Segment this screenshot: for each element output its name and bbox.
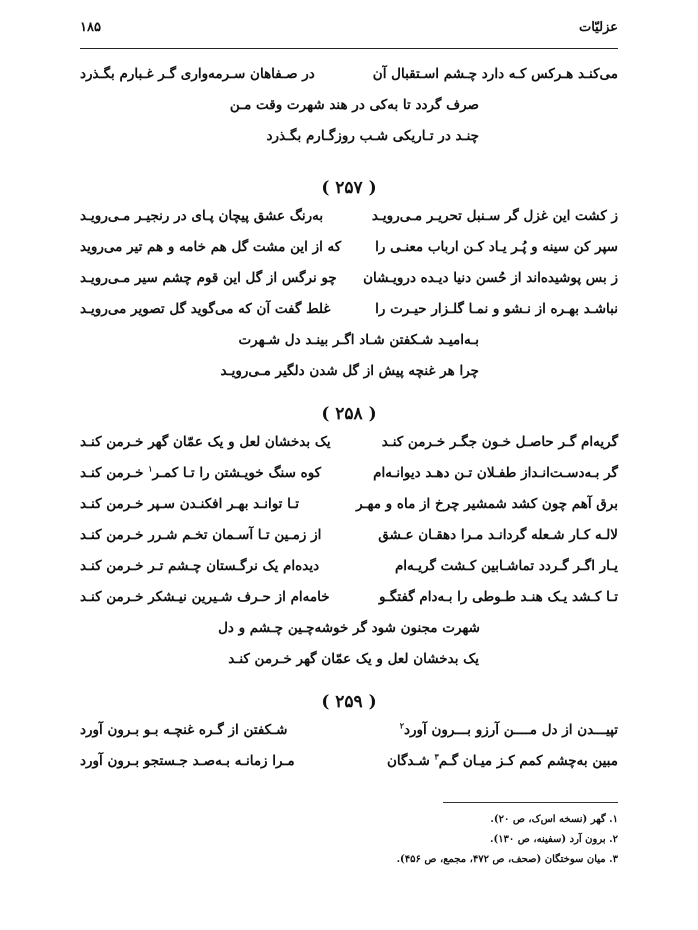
footnote-marker[interactable]: ۳ (434, 751, 439, 762)
verse-pair (80, 527, 618, 558)
first-hemistich: ز بس پوشیده‌اند از حُسن دنیا دیـده درویـشان (363, 270, 618, 286)
footnote-marker[interactable]: ۲ (399, 720, 404, 731)
verse-pair (80, 434, 618, 465)
first-hemistich: می‌کنـد هـرکس کـه دارد چـشم اسـتقبال آن (372, 66, 618, 82)
second-hemistich: مـرا زمانـه بـه‌صـد جـستجو بـرون آورد (80, 753, 295, 769)
second-hemistich: به‌رنگ عشق پیچان پـای در رنجیـر مـی‌رویـد (80, 208, 324, 224)
second-hemistich: چو نرگس از گل این قوم چشم سیر مـی‌رویـد (80, 270, 337, 286)
second-hemistich: غلط گفت آن که می‌گوید گل تصویر می‌رویـد (80, 301, 331, 317)
verse-pair (80, 301, 618, 332)
ghazal-number: ( ۲۵۷ ) (321, 178, 377, 198)
footnotes (80, 814, 618, 874)
second-hemistich: کوه سنگ خویـشتن را تـا کمـر$^۱$ خـرمن کنـد (80, 463, 322, 481)
second-hemistich: که از این مشت گل هم خامه و هم تیر می‌روید (80, 239, 342, 255)
verse-pair (80, 465, 618, 496)
closing-line: چرا هر غنچه پیش از گل شدن دلگیر مـی‌رویـد (220, 363, 479, 379)
first-hemistich: یـار اگـر گـردد تماشـابین کـشت گریـه‌ام (394, 558, 618, 574)
footnote: ۳. میان سوختگان (صحف، ص ۴۷۲، مجمع، ص ۴۵۶). (396, 854, 618, 865)
previous-ghazal-ending (80, 66, 618, 159)
verse-pair (80, 208, 618, 239)
ghazal-257 (80, 178, 618, 394)
ghazal-259 (80, 692, 618, 784)
verse-pair (80, 558, 618, 589)
second-hemistich: دیده‌ام یک نرگـستان چـشم تـر خـرمن کنـد (80, 558, 320, 574)
closing-line: صرف گردد تا به‌کی در هند شهرت وقت مـن (229, 97, 479, 113)
footnote: ۱. گهر (نسخه اس‌ک، ص ۲۰). (490, 814, 618, 825)
second-hemistich: خامه‌ام از حـرف شـیرین نیـشکر خـرمن کنـد (80, 589, 330, 605)
running-header (80, 20, 618, 42)
ghazal-258 (80, 404, 618, 682)
first-hemistich: مبین به‌چشم کمم کـز میـان گـم$^۳$ شـدگان (386, 751, 618, 769)
verse-pair (80, 66, 618, 97)
closing-line: شهرت مجنون شود گر خوشه‌چـین چـشم و دل (218, 620, 480, 636)
first-hemistich: گر بـه‌دسـت‌انـداز طفـلان تـن دهـد دیوانـه‌ام (373, 465, 618, 481)
first-hemistich: نباشـد بهـره از نـشو و نمـا گلـزار حیـرت را (375, 301, 618, 317)
first-hemistich: لالـه کـار شـعله گردانـد مـرا دهقـان عـشق (378, 527, 618, 543)
footnote-rule (443, 802, 618, 803)
first-hemistich: تپیـــدن از دل مــــن آرزو بـــرون آورد$^۲$ (399, 720, 618, 738)
running-title: عزلیّات (578, 20, 618, 35)
first-hemistich: برق آهم چون کشد شمشیر چرخ از ماه و مهـر (356, 496, 618, 512)
second-hemistich: یک بدخشان لعل و یک عمّان گهر خـرمن کنـد (80, 434, 331, 450)
closing-line: چنـد در تـاریکی شـب روزگـارم بگـذرد (266, 128, 479, 144)
first-hemistich: سپر کن سینه و پُـر یـاد کـن ارباب معنـی را (375, 239, 618, 255)
header-rule (80, 48, 618, 49)
verse-pair (80, 496, 618, 527)
verse-pair (80, 589, 618, 620)
verse-pair (80, 239, 618, 270)
second-hemistich: از زمـین تـا آسـمان تخـم شـرر خـرمن کنـد (80, 527, 322, 543)
second-hemistich: تـا توانـد بهـر افکنـدن سـپر خـرمن کنـد (80, 496, 299, 512)
ghazal-number: ( ۲۵۸ ) (321, 404, 377, 424)
closing-line: بـه‌امیـد شـکفتن شـاد اگـر بینـد دل شـهرت (238, 332, 479, 348)
verse-pair (80, 722, 618, 753)
verse-pair (80, 753, 618, 784)
first-hemistich: تـا کـشد یـک هنـد طـوطی را بـه‌دام گفتگـو (379, 589, 618, 605)
footnote: ۲. برون آرد (سفینه، ص ۱۳۰). (489, 834, 618, 845)
first-hemistich: ز کشت این غزل گر سـنبل تحریـر مـی‌رویـد (371, 208, 618, 224)
page-number: ۱۸۵ (80, 20, 101, 35)
verse-pair (80, 270, 618, 301)
closing-line: یک بدخشان لعل و یک عمّان گهر خـرمن کنـد (228, 651, 479, 667)
footnote-marker[interactable]: ۱ (148, 463, 153, 474)
second-hemistich: شـکفتن از گـره غنچـه بـو بـرون آورد (80, 722, 288, 738)
first-hemistich: گریه‌ام گـر حاصـل خـون جگـر خـرمن کنـد (381, 434, 618, 450)
second-hemistich: در صـفاهان سـرمه‌واری گـر غـبارم بگـذرد (80, 66, 315, 82)
ghazal-number: ( ۲۵۹ ) (321, 692, 377, 712)
